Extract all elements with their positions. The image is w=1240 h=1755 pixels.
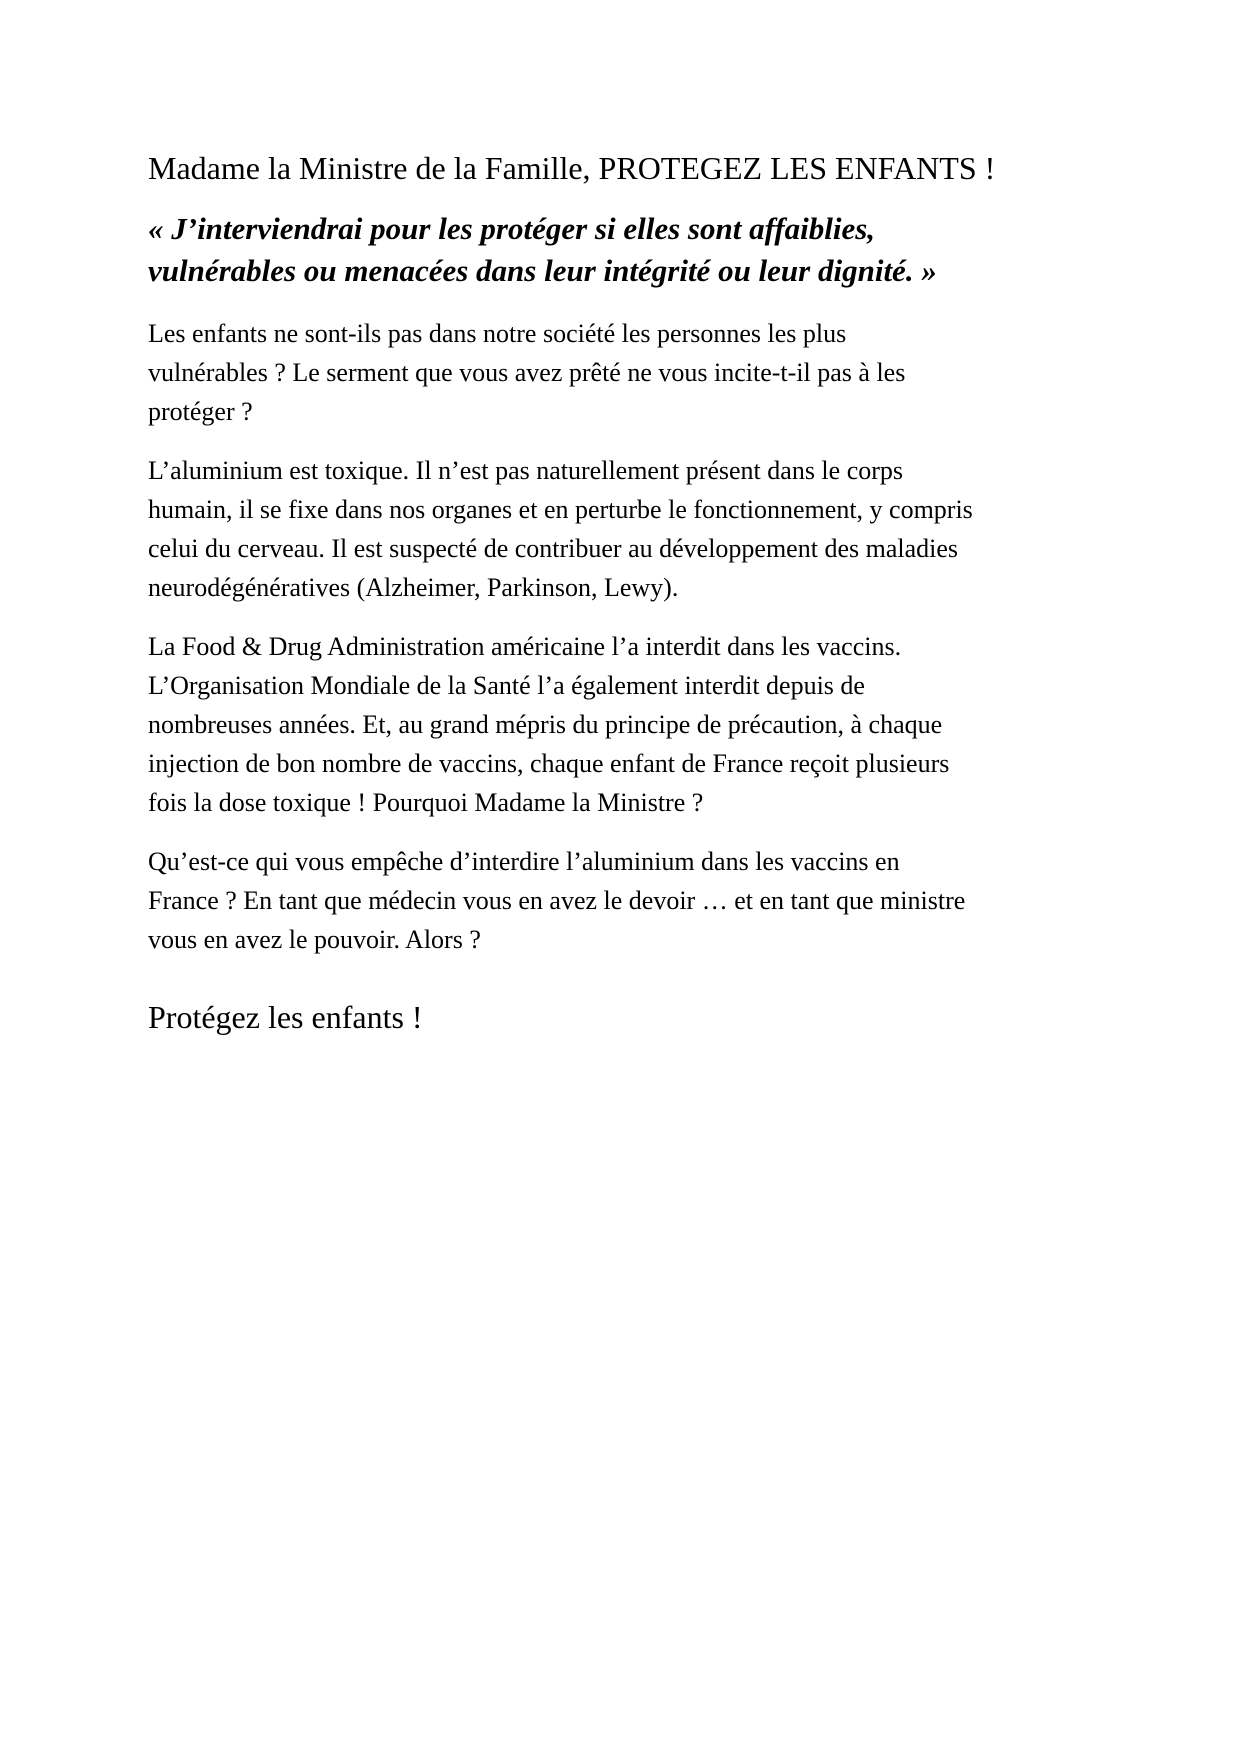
text-line: vous en avez le pouvoir. Alors ? (148, 925, 481, 954)
text-line: vulnérables ? Le serment que vous avez prêté ne vous incite-t-il pas à les (148, 358, 906, 387)
paragraph-question (148, 842, 1108, 959)
text-line: Les enfants ne sont-ils pas dans notre société les personnes les plus (148, 319, 847, 348)
text-line: France ? En tant que médecin vous en avez le devoir … et en tant que ministre (148, 886, 966, 915)
text-line: L’aluminium est toxique. Il n’est pas naturellement présent dans le corps (148, 456, 904, 485)
letter-title: Madame la Ministre de la Famille, PROTEGEZ LES ENFANTS ! (148, 150, 996, 186)
text-line: L’Organisation Mondiale de la Santé l’a également interdit depuis de (148, 671, 865, 700)
text-line: Qu’est-ce qui vous empêche d’interdire l’aluminium dans les vaccins en (148, 847, 900, 876)
text-line: fois la dose toxique ! Pourquoi Madame la Ministre ? (148, 788, 704, 817)
text-line: protéger ? (148, 397, 253, 426)
text-line: celui du cerveau. Il est suspecté de contribuer au développement des maladies (148, 534, 959, 563)
paragraph-fda-who (148, 627, 1108, 822)
text-line: injection de bon nombre de vaccins, chaque enfant de France reçoit plusieurs (148, 749, 950, 778)
quote-line: vulnérables ou menacées dans leur intégrité ou leur dignité. » (148, 253, 937, 288)
closing-line: Protégez les enfants ! (148, 999, 423, 1035)
paragraph-aluminium-toxic (148, 451, 1108, 607)
paragraph-vulnerable-children (148, 314, 1108, 431)
text-line: humain, il se fixe dans nos organes et en perturbe le fonctionnement, y compris (148, 495, 973, 524)
document-page (148, 148, 1108, 1037)
quote-line: « J’interviendrai pour les protéger si elles sont affaiblies, (148, 211, 876, 246)
text-line: neurodégénératives (Alzheimer, Parkinson, Lewy). (148, 573, 679, 602)
oath-quote (148, 208, 1108, 292)
text-line: nombreuses années. Et, au grand mépris du principe de précaution, à chaque (148, 710, 943, 739)
text-line: La Food & Drug Administration américaine l’a interdit dans les vaccins. (148, 632, 902, 661)
